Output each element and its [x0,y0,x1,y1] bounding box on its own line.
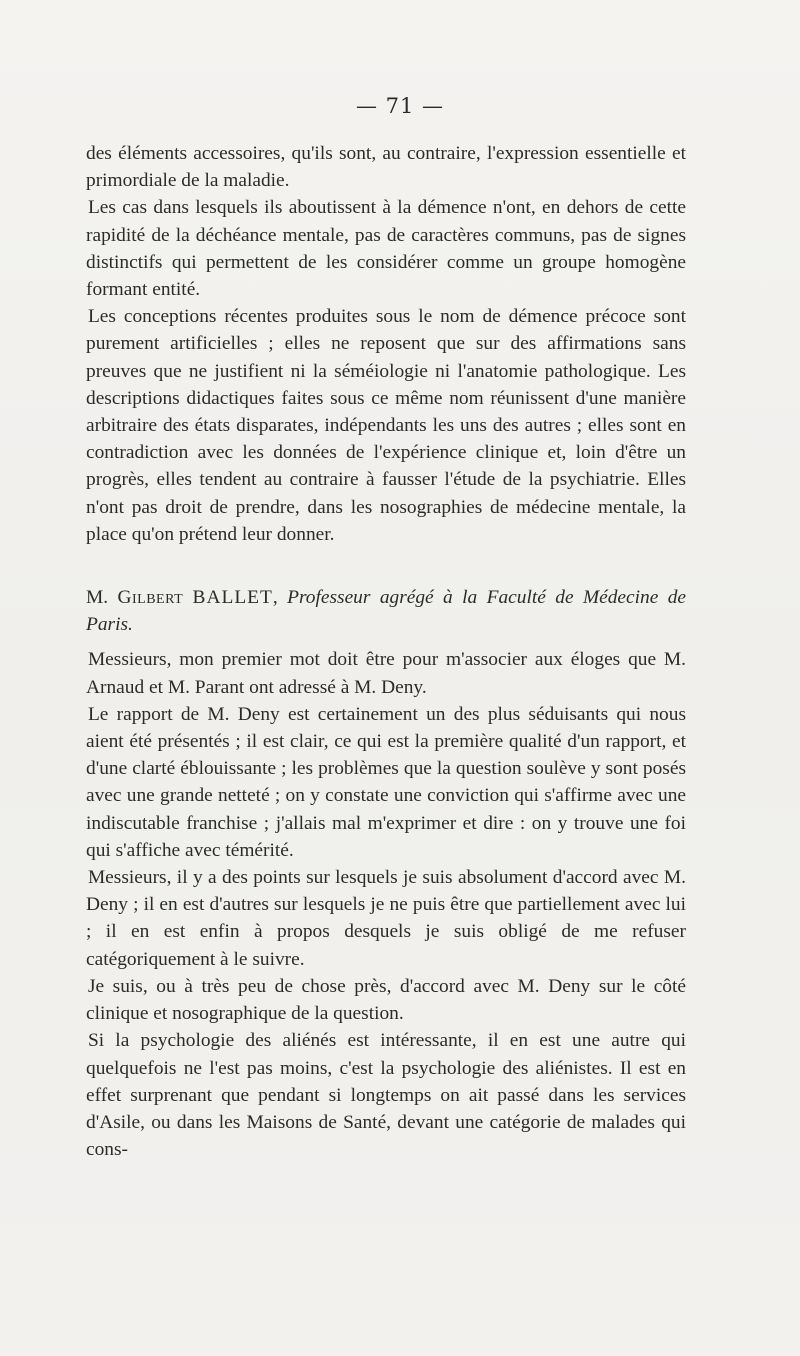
body-text [86,140,686,1163]
speaker-heading: M. Gilbert BALLET, Professeur agrégé à la Faculté de Médecine de Paris. [86,587,686,636]
speaker-first-name: Gilbert [117,587,184,609]
paragraph: Si la psychologie des aliénés est intéressante, il en est une autre qui quelquefois ne l'est pas moins, c'est la psychologie des aliénistes. Il est en effet surprenant que pendant si longtemps on ait passé dans les services d'Asile, ou dans les Maisons de Santé, devant une catégorie de malades qui cons- [86,1030,686,1161]
paragraph: des éléments accessoires, qu'ils sont, au contraire, l'expression essentielle et primordiale de la maladie. [86,143,686,192]
speaker-title: Professeur agrégé à la Faculté de Médecine de Paris. [86,587,686,636]
speaker-last-name: BALLET [192,587,273,609]
paragraph: Messieurs, il y a des points sur lesquels je suis absolument d'accord avec M. Deny ; il en est d'autres sur lesquels je ne puis être que partiellement avec lui ; il en est enfin à propos desquels je suis obligé de me refuser catégoriquement à le suivre. [86,867,686,970]
paragraph: Le rapport de M. Deny est certainement un des plus séduisants qui nous aient été présentés ; il est clair, ce qui est la première qualité d'un rapport, et d'une clarté éblouissante ; les problèmes que la question soulève y sont posés avec une grande netteté ; on y constate une conviction qui s'affirme avec une indiscutable franchise ; j'allais mal m'exprimer et dire : on y trouve une foi qui s'affiche avec témérité. [86,703,686,861]
paragraph: Messieurs, mon premier mot doit être pour m'associer aux éloges que M. Arnaud et M. Parant ont adressé à M. Deny. [86,649,686,698]
paragraph: Les cas dans lesquels ils aboutissent à la démence n'ont, en dehors de cette rapidité de la déchéance mentale, pas de caractères communs, pas de signes distinctifs qui permettent de les considérer comme un groupe homogène formant entité. [86,197,686,301]
section-gap [86,548,686,584]
paragraph: Je suis, ou à très peu de chose près, d'accord avec M. Deny sur le côté clinique et nosographique de la question. [86,975,686,1025]
speaker-prefix: M. [86,587,118,609]
paragraph: Les conceptions récentes produites sous le nom de démence précoce sont purement artificielles ; elles ne reposent que sur des affirmations sans preuves que ne justifient ni la séméiologie ni l'anatomie pathologique. Les descriptions didactiques faites sous ce même nom réunissent d'une manière arbitraire des états disparates, indépendants les uns des autres ; elles sont en contradiction avec les données de l'expérience clinique et, loin d'être un progrès, elles tendent au contraire à fausser l'étude de la psychiatrie. Elles n'ont pas droit de prendre, dans les nosographies de médecine mentale, la place qu'on prétend leur donner. [86,306,686,545]
page-number: — 71 — [355,94,445,118]
